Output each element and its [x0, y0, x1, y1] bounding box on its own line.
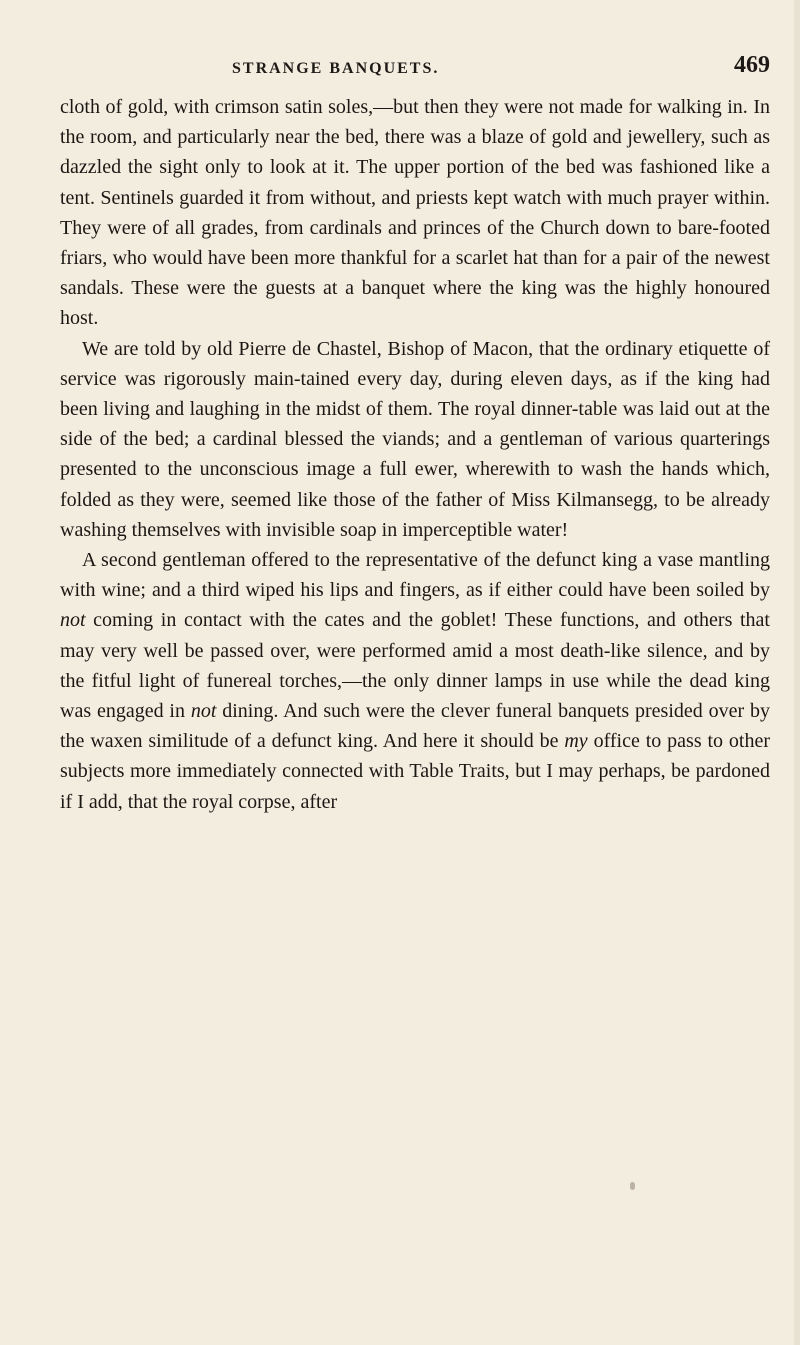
paragraph-text: cloth of gold, with crimson satin soles,—but then they were not made for walking in. In the room, and particularly near the bed, there was a blaze of gold and jewellery, such as dazzled the sight only to look at it. The upper portion of the bed was fashioned like a tent. Sentinels guarded it from without, and priests kept watch with much prayer within. They were of all grades, from cardinals and princes of the Church down to bare-footed friars, who would have been more thankful for a scarlet hat than for a pair of the newest sandals. These were the guests at a banquet where the king was the highly honoured host.	[60, 96, 775, 330]
italic-word: not	[190, 700, 217, 723]
page-edge	[794, 0, 800, 1345]
page-number: 469	[734, 52, 770, 78]
paragraph-3	[60, 545, 776, 817]
paper-blemish	[630, 1182, 635, 1190]
body-text	[60, 92, 776, 817]
italic-word: not	[60, 609, 86, 632]
italic-word: my	[564, 730, 588, 753]
paragraph-1	[60, 92, 775, 334]
running-head: STRANGE BANQUETS.	[232, 60, 440, 77]
paragraph-2	[60, 334, 775, 545]
paragraph-text: A second gentleman offered to the representative of the defunct king a vase mantling with wine; and a third wiped his lips and fingers, as if either could have been soiled by	[60, 549, 775, 602]
paragraph-text: office to pass to other subjects more immediately connected with Table Traits, but I may perhaps, be pardoned if I add, that the royal corpse, after	[60, 730, 776, 813]
paragraph-text: We are told by old Pierre de Chastel, Bishop of Macon, that the ordinary etiquette of service was rigorously main-tained every day, during eleven days, as if the king had been living and laughing in the midst of them. The royal dinner-table was laid out at the side of the bed; a cardinal blessed the viands; and a gentleman of various quarterings presented to the unconscious image a full ewer, wherewith to wash the hands which, folded as they were, seemed like those of the father of Miss Kilmansegg, to be already washing themselves with invisible soap in imperceptible water!	[60, 337, 775, 541]
paragraph-text: coming in contact with the cates and the goblet! These functions, and others that may very well be passed over, were performed amid a most death-like silence, and by the fitful light of funereal torches,—the only dinner lamps in use while the dead king was engaged in	[60, 609, 775, 723]
page-header	[60, 52, 770, 82]
paragraph-text: dining. And such were the clever funeral banquets presided over by the waxen similitude of a defunct king. And here it should be	[60, 700, 775, 753]
